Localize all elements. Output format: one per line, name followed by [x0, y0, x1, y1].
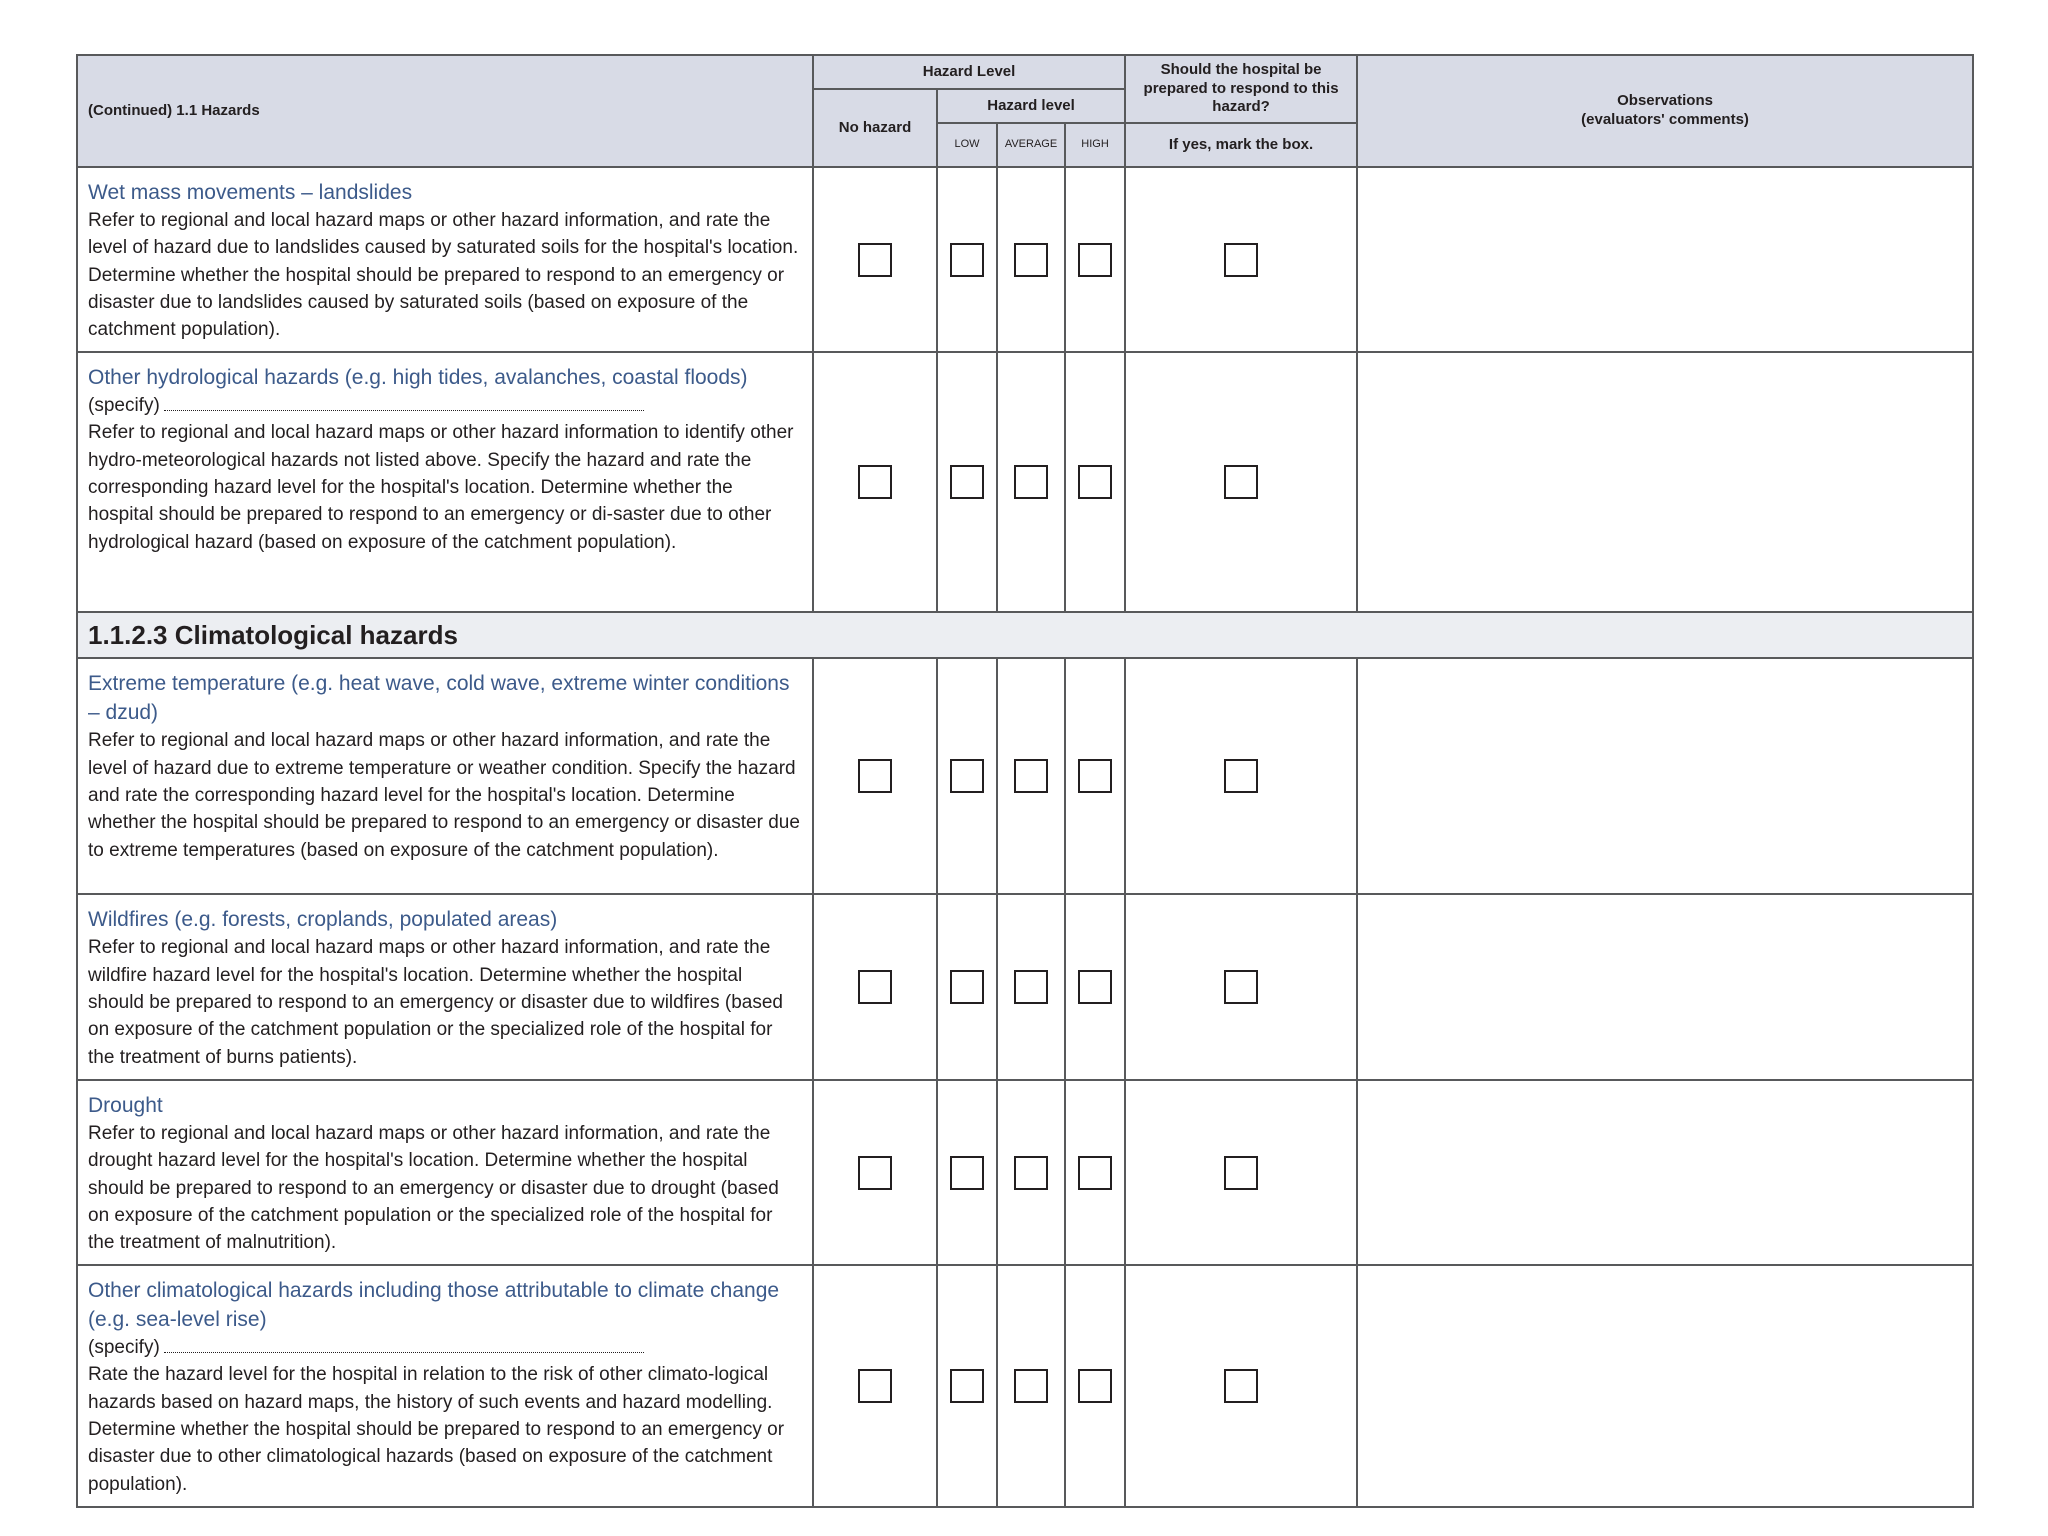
prepared-checkbox[interactable]: [1224, 759, 1258, 793]
high-cell: [1065, 167, 1125, 352]
hazard-description: Refer to regional and local hazard maps or other hazard information, and rate the wildfire hazard level for the hospital's location. Determine whether the hospital should be prepared to respond to an emergency or disaster due to wildfires (based on exposure of the catchment population or the specialized role of the hospital for the treatment of burns patients).: [88, 937, 783, 1068]
hazard-row: [77, 352, 1973, 612]
prepared-checkbox[interactable]: [1224, 970, 1258, 1004]
no-hazard-cell: [813, 167, 937, 352]
hazard-description: Refer to regional and local hazard maps or other hazard information, and rate the level of hazard due to extreme temperature or weather condition. Specify the hazard and rate the corresponding hazard level for the hospital's location. Determine whether the hospital should be prepared to respond to an emergency or disaster due to extreme temperatures (based on exposure of the catchment population).: [88, 730, 800, 861]
average-checkbox[interactable]: [1014, 465, 1048, 499]
low-checkbox[interactable]: [950, 970, 984, 1004]
average-checkbox[interactable]: [1014, 759, 1048, 793]
hazard-title: Other climatological hazards including those attributable to climate change (e.g. sea-level rise): [88, 1279, 780, 1332]
low-checkbox[interactable]: [950, 465, 984, 499]
prepared-cell: [1125, 658, 1357, 894]
low-cell: [937, 894, 997, 1079]
specify-line[interactable]: [164, 1352, 644, 1353]
hazard-level-subheader: Hazard level: [937, 89, 1125, 123]
average-cell: [997, 167, 1065, 352]
average-cell: [997, 894, 1065, 1079]
rows-hydrological: [77, 167, 1973, 612]
hazard-assessment-table: [76, 54, 1974, 1508]
observations-field[interactable]: [1357, 1080, 1973, 1265]
specify-label: (specify): [88, 395, 160, 417]
high-cell: [1065, 894, 1125, 1079]
high-cell: [1065, 658, 1125, 894]
low-checkbox[interactable]: [950, 243, 984, 277]
no-hazard-checkbox[interactable]: [858, 759, 892, 793]
no-hazard-checkbox[interactable]: [858, 1156, 892, 1190]
section-title: 1.1.2.3 Climatological hazards: [77, 612, 1973, 658]
high-checkbox[interactable]: [1078, 1369, 1112, 1403]
high-cell: [1065, 1080, 1125, 1265]
low-cell: [937, 1080, 997, 1265]
hazard-description-cell: [77, 352, 813, 612]
prepared-checkbox[interactable]: [1224, 1369, 1258, 1403]
average-checkbox[interactable]: [1014, 1156, 1048, 1190]
no-hazard-checkbox[interactable]: [858, 465, 892, 499]
section-climatological: [77, 612, 1973, 658]
high-checkbox[interactable]: [1078, 759, 1112, 793]
high-cell: [1065, 352, 1125, 612]
hazard-description-cell: [77, 1265, 813, 1506]
high-checkbox[interactable]: [1078, 970, 1112, 1004]
observations-sublabel: (evaluators' comments): [1581, 111, 1749, 128]
low-cell: [937, 1265, 997, 1506]
no-hazard-cell: [813, 894, 937, 1079]
average-header: AVERAGE: [997, 123, 1065, 167]
low-cell: [937, 167, 997, 352]
high-checkbox[interactable]: [1078, 465, 1112, 499]
average-checkbox[interactable]: [1014, 970, 1048, 1004]
hazard-description: Rate the hazard level for the hospital in relation to the risk of other climato-logical hazards based on hazard maps, the history of such events and hazard modelling. Determine whether the hospital should be prepared to respond to an emergency or disaster due to other climatological hazards (based on exposure of the catchment population).: [88, 1364, 785, 1495]
observations-field[interactable]: [1357, 894, 1973, 1079]
no-hazard-cell: [813, 352, 937, 612]
hazard-description-cell: [77, 1080, 813, 1265]
observations-header: [1357, 55, 1973, 167]
low-cell: [937, 352, 997, 612]
observations-field[interactable]: [1357, 1265, 1973, 1506]
hazard-row: [77, 658, 1973, 894]
average-cell: [997, 1265, 1065, 1506]
no-hazard-checkbox[interactable]: [858, 1369, 892, 1403]
hazard-level-header: Hazard Level: [813, 55, 1125, 89]
average-cell: [997, 1080, 1065, 1265]
no-hazard-checkbox[interactable]: [858, 970, 892, 1004]
specify-label: (specify): [88, 1337, 160, 1359]
hazard-description: Refer to regional and local hazard maps or other hazard information, and rate the level of hazard due to landslides caused by saturated soils for the hospital's location. Determine whether the hospital should be prepared to respond to an emergency or disaster due to landslides caused by saturated soils (based on exposure of the catchment population).: [88, 210, 799, 341]
prepared-checkbox[interactable]: [1224, 1156, 1258, 1190]
no-hazard-header: No hazard: [813, 89, 937, 167]
hazard-description-cell: [77, 167, 813, 352]
prepared-cell: [1125, 352, 1357, 612]
average-checkbox[interactable]: [1014, 243, 1048, 277]
specify-field[interactable]: [88, 392, 802, 419]
specify-field[interactable]: [88, 1334, 802, 1361]
table-title: (Continued) 1.1 Hazards: [77, 55, 813, 167]
hazard-row: [77, 167, 1973, 352]
observations-field[interactable]: [1357, 167, 1973, 352]
low-checkbox[interactable]: [950, 1369, 984, 1403]
hazard-title: Wildfires (e.g. forests, croplands, populated areas): [88, 908, 558, 932]
average-cell: [997, 658, 1065, 894]
hazard-row: [77, 1080, 1973, 1265]
prepared-cell: [1125, 894, 1357, 1079]
high-checkbox[interactable]: [1078, 243, 1112, 277]
hazard-description: Refer to regional and local hazard maps or other hazard information to identify other hydro-meteorological hazards not listed above. Specify the hazard and rate the corresponding hazard level for the hospital's location. Determine whether the hospital should be prepared to respond to an emergency or di-saster due to other hydrological hazard (based on exposure of the catchment population).: [88, 422, 794, 553]
prepared-checkbox[interactable]: [1224, 243, 1258, 277]
no-hazard-cell: [813, 1080, 937, 1265]
hazard-title: Extreme temperature (e.g. heat wave, cold wave, extreme winter conditions – dzud): [88, 672, 790, 725]
hazard-description-cell: [77, 894, 813, 1079]
no-hazard-checkbox[interactable]: [858, 243, 892, 277]
high-checkbox[interactable]: [1078, 1156, 1112, 1190]
hazard-row: [77, 1265, 1973, 1506]
high-cell: [1065, 1265, 1125, 1506]
low-cell: [937, 658, 997, 894]
hazard-row: [77, 894, 1973, 1079]
prepared-question-header: Should the hospital be prepared to respond to this hazard?: [1125, 55, 1357, 123]
high-header: HIGH: [1065, 123, 1125, 167]
specify-line[interactable]: [164, 410, 644, 411]
prepared-cell: [1125, 1265, 1357, 1506]
section-row: [77, 612, 1973, 658]
observations-field[interactable]: [1357, 352, 1973, 612]
no-hazard-cell: [813, 658, 937, 894]
low-checkbox[interactable]: [950, 1156, 984, 1190]
prepared-cell: [1125, 1080, 1357, 1265]
hazard-description: Refer to regional and local hazard maps or other hazard information, and rate the drought hazard level for the hospital's location. Determine whether the hospital should be prepared to respond to an emergency or disaster due to drought (based on exposure of the catchment population or the specialized role of the hospital for the treatment of malnutrition).: [88, 1122, 779, 1254]
hazard-title: Wet mass movements – landslides: [88, 181, 413, 204]
observations-field[interactable]: [1357, 658, 1973, 894]
prepared-checkbox[interactable]: [1224, 465, 1258, 499]
hazard-title: Other hydrological hazards (e.g. high tides, avalanches, coastal floods): [88, 366, 748, 390]
average-checkbox[interactable]: [1014, 1369, 1048, 1403]
no-hazard-cell: [813, 1265, 937, 1506]
hazard-title: Drought: [88, 1093, 163, 1117]
observations-label: Observations: [1617, 92, 1713, 110]
average-cell: [997, 352, 1065, 612]
hazard-description-cell: [77, 658, 813, 894]
table-header: [77, 55, 1973, 167]
low-checkbox[interactable]: [950, 759, 984, 793]
prepared-cell: [1125, 167, 1357, 352]
low-header: LOW: [937, 123, 997, 167]
prepared-instruction-header: If yes, mark the box.: [1125, 123, 1357, 167]
rows-climatological: [77, 658, 1973, 1506]
